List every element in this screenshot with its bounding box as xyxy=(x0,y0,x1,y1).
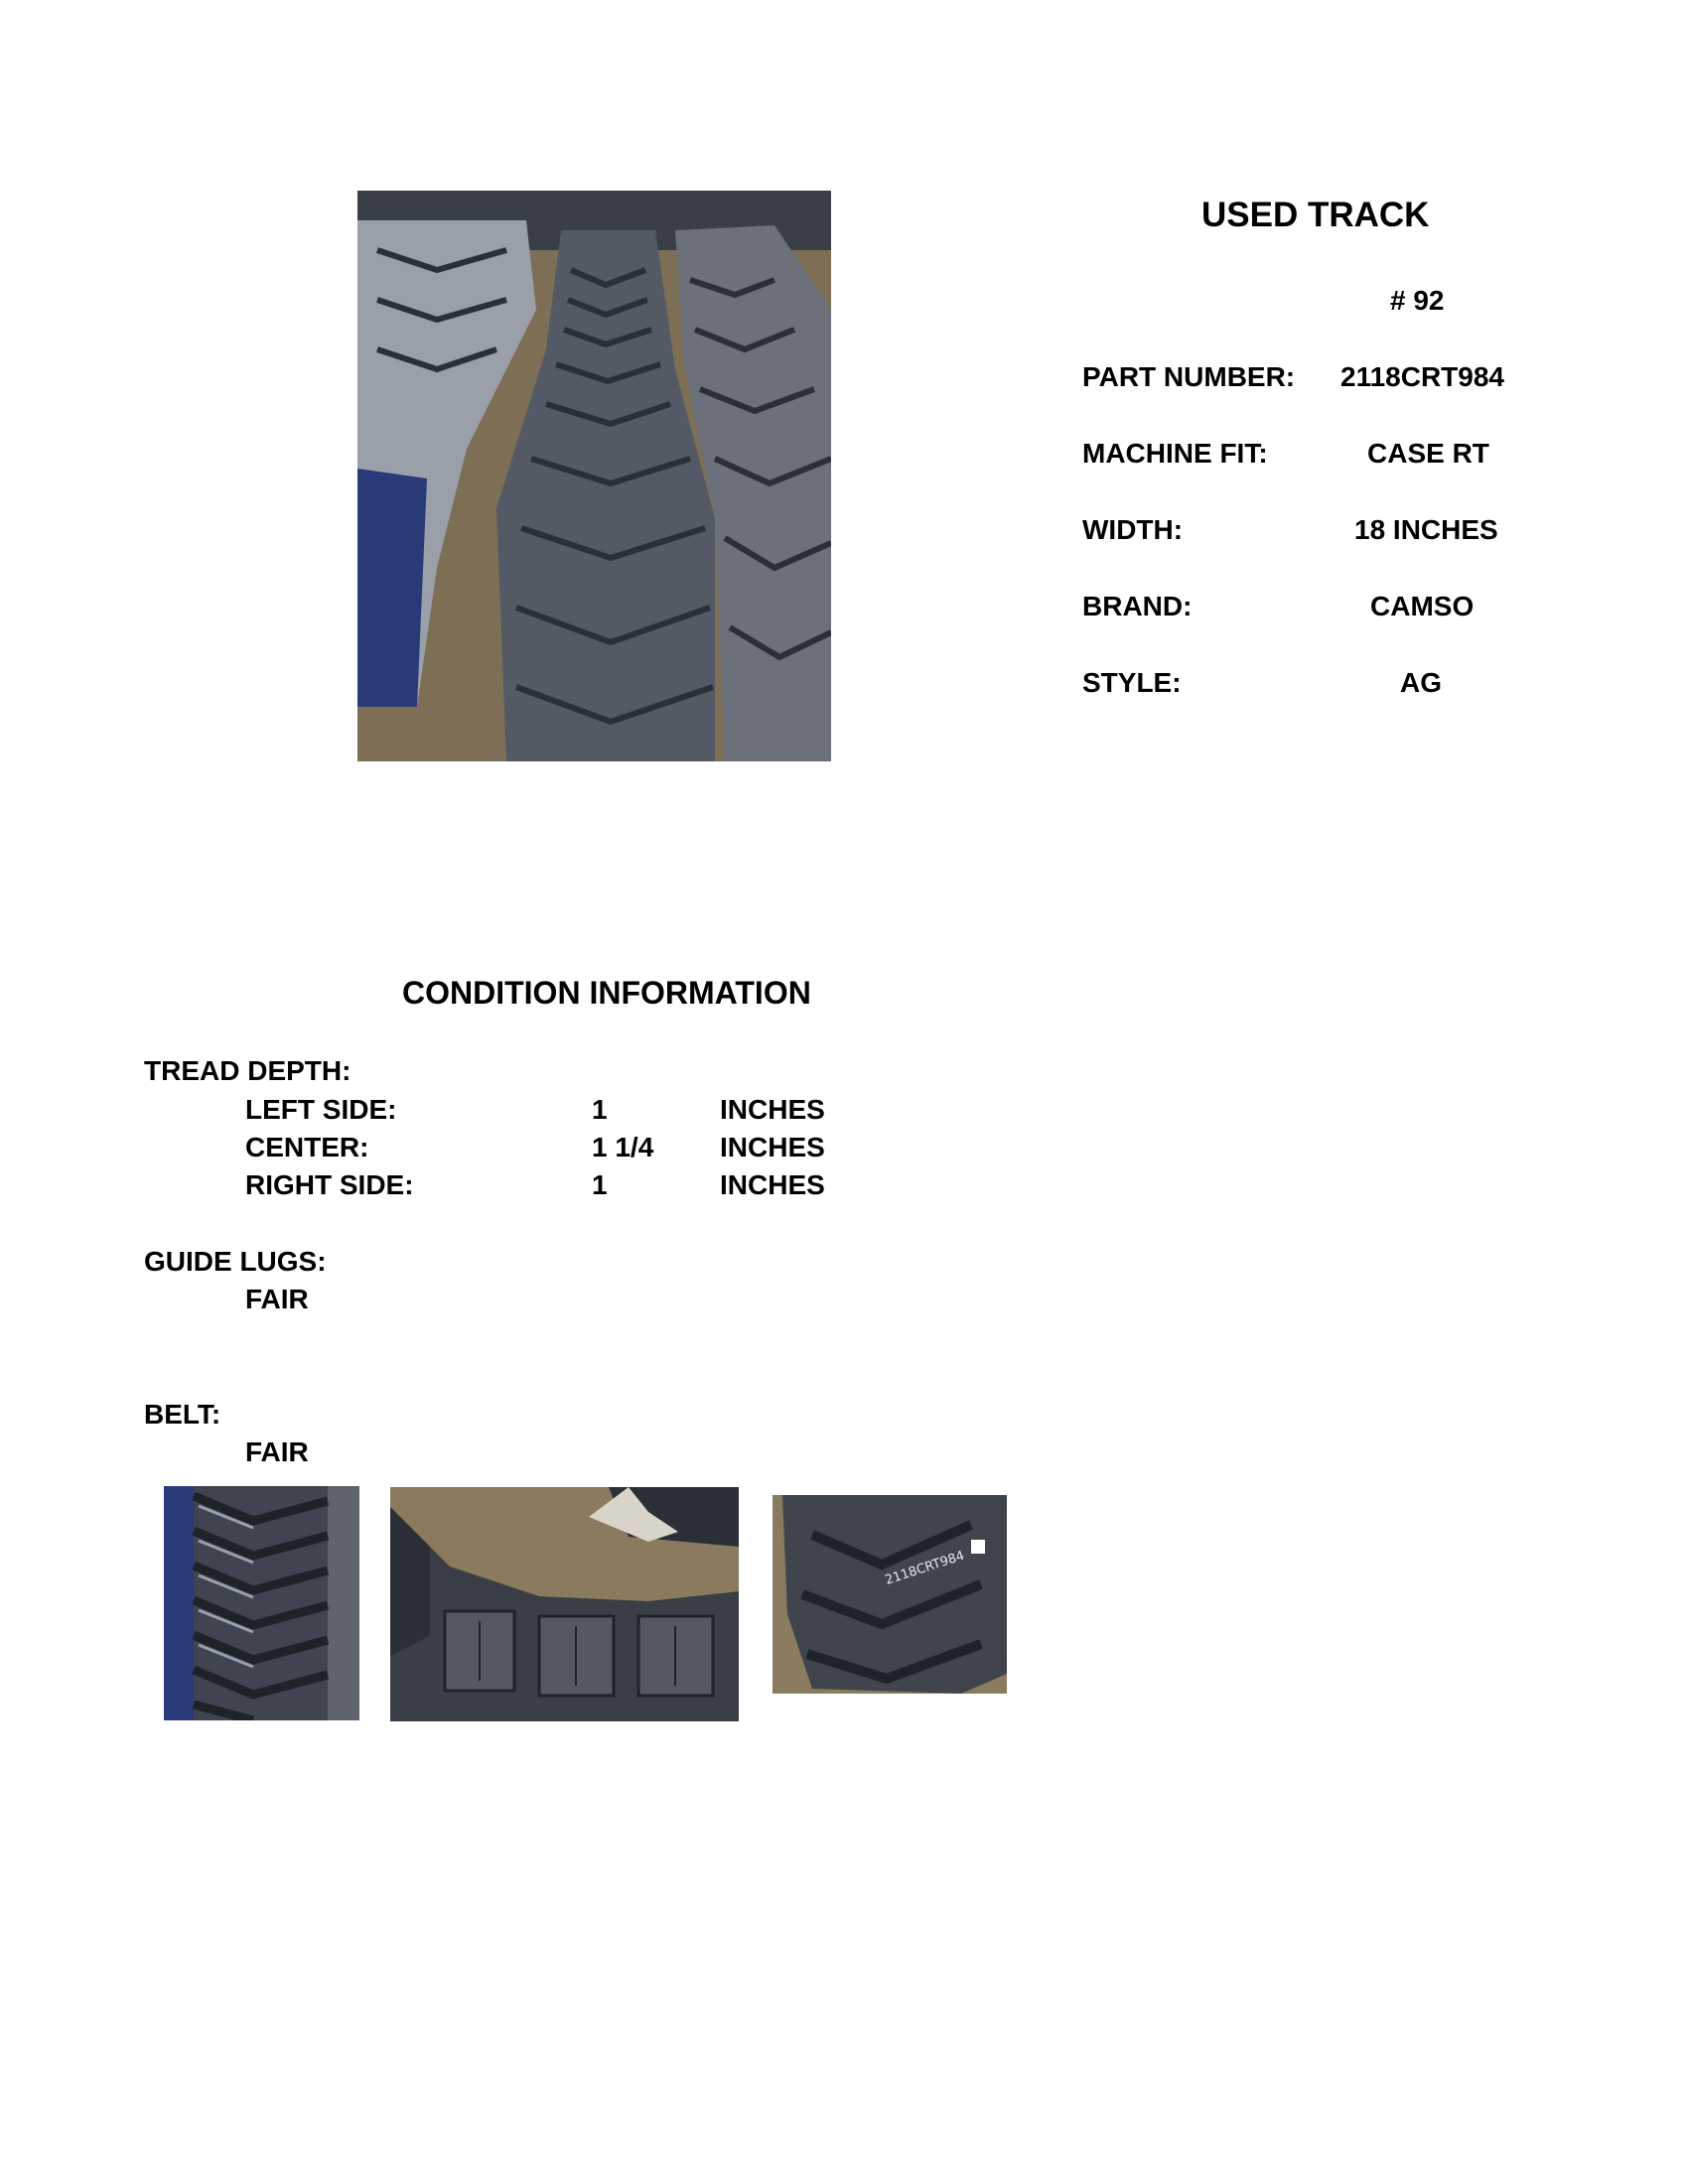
page-title: USED TRACK xyxy=(1201,196,1430,234)
tread-right-label: RIGHT SIDE: xyxy=(245,1169,414,1200)
style-label: STYLE: xyxy=(1082,667,1182,698)
tread-center-label: CENTER: xyxy=(245,1132,369,1162)
tread-right-unit: INCHES xyxy=(720,1169,825,1200)
belt-value: FAIR xyxy=(245,1436,309,1467)
brand-value: CAMSO xyxy=(1370,591,1475,621)
chalk-marking-photo xyxy=(773,1495,1007,1694)
chalk-marking-text: 2118CRT984 xyxy=(883,1548,967,1588)
main-track-photo xyxy=(357,191,831,761)
condition-title: CONDITION INFORMATION xyxy=(402,975,811,1011)
brand-label: BRAND: xyxy=(1082,591,1193,621)
machine-fit-value: CASE RT xyxy=(1367,438,1489,469)
part-number-label: PART NUMBER: xyxy=(1082,361,1296,392)
width-label: WIDTH: xyxy=(1082,514,1184,545)
track-number: # 92 xyxy=(1390,285,1445,316)
tread-closeup-photo xyxy=(164,1486,359,1720)
guide-lugs-value: FAIR xyxy=(245,1284,309,1314)
tread-left-unit: INCHES xyxy=(720,1094,825,1125)
guide-lugs-photo xyxy=(390,1487,739,1721)
tread-left-value: 1 xyxy=(592,1094,608,1125)
tread-left-label: LEFT SIDE: xyxy=(245,1094,397,1125)
style-value: AG xyxy=(1400,667,1442,698)
part-number-value: 2118CRT984 xyxy=(1340,361,1505,392)
tread-center-unit: INCHES xyxy=(720,1132,825,1162)
belt-label: BELT: xyxy=(144,1399,221,1430)
tread-center-value: 1 1/4 xyxy=(592,1132,654,1162)
machine-fit-label: MACHINE FIT: xyxy=(1082,438,1268,469)
tread-right-value: 1 xyxy=(592,1169,608,1200)
guide-lugs-label: GUIDE LUGS: xyxy=(144,1246,327,1277)
width-value: 18 INCHES xyxy=(1354,514,1498,545)
tread-depth-label: TREAD DEPTH: xyxy=(144,1055,352,1086)
